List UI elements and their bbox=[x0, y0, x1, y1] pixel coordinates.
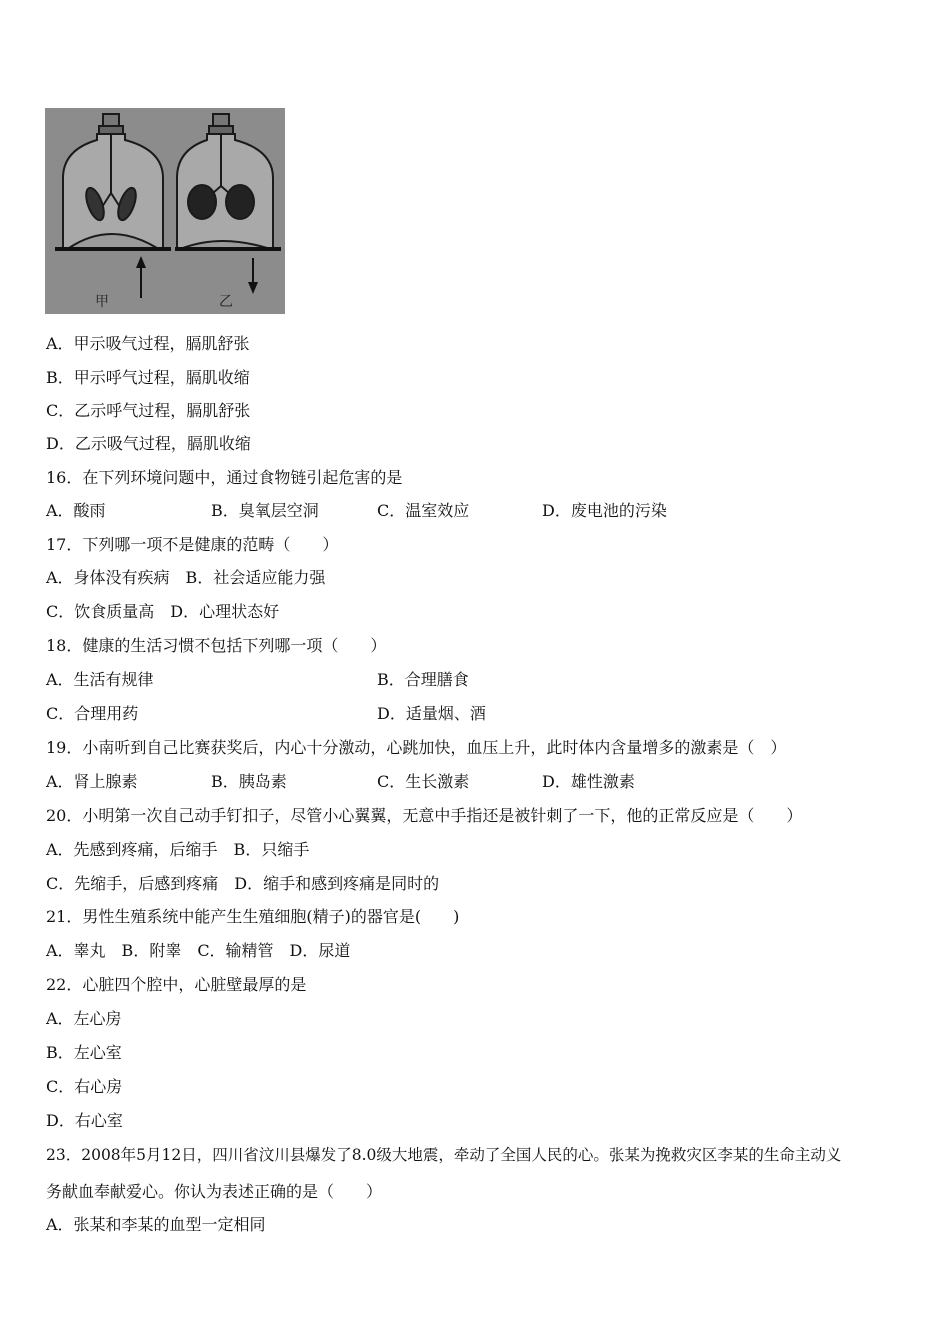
label-jia: 甲 bbox=[95, 294, 109, 310]
q15-option-d: D．乙示吸气过程，膈肌收缩 bbox=[46, 434, 251, 453]
q17-options-line1: A．身体没有疾病 B．社会适应能力强 bbox=[46, 568, 326, 587]
q21-options: A．睾丸 B．附睾 C．输精管 D．尿道 bbox=[46, 941, 351, 960]
q16-option-a: A．酸雨 bbox=[46, 501, 106, 520]
q20-options-line1: A．先感到疼痛，后缩手 B．只缩手 bbox=[46, 840, 310, 859]
bell-jar-diagram bbox=[45, 108, 285, 314]
q16-options bbox=[46, 501, 906, 521]
q19-options bbox=[46, 772, 906, 792]
q19-option-c: C．生长激素 bbox=[377, 772, 470, 791]
q18-option-b: B．合理膳食 bbox=[377, 670, 469, 689]
q19-option-a: A．肾上腺素 bbox=[46, 772, 138, 791]
label-yi: 乙 bbox=[219, 294, 233, 310]
q20-stem: 20．小明第一次自己动手钉扣子，尽管小心翼翼，无意中手指还是被针刺了一下，他的正常反应是（ ） bbox=[46, 806, 803, 825]
q22-option-c: C．右心房 bbox=[46, 1077, 123, 1096]
q22-option-d: D．右心室 bbox=[46, 1111, 123, 1130]
q16-option-b: B．臭氧层空洞 bbox=[211, 501, 319, 520]
q17-options-line2: C．饮食质量高 D．心理状态好 bbox=[46, 602, 280, 621]
q19-option-d: D．雄性激素 bbox=[542, 772, 635, 791]
q15-option-b: B．甲示呼气过程，膈肌收缩 bbox=[46, 368, 250, 387]
q18-option-d: D．适量烟、酒 bbox=[377, 704, 486, 723]
q17-stem: 17．下列哪一项不是健康的范畴（ ） bbox=[46, 535, 339, 554]
q18-options-row2 bbox=[46, 704, 906, 724]
q20-options-line2: C．先缩手，后感到疼痛 D．缩手和感到疼痛是同时的 bbox=[46, 874, 440, 893]
q16-stem: 16．在下列环境问题中，通过食物链引起危害的是 bbox=[46, 468, 403, 487]
q23-option-a: A．张某和李某的血型一定相同 bbox=[46, 1215, 266, 1234]
q18-option-a: A．生活有规律 bbox=[46, 670, 154, 689]
q21-stem: 21．男性生殖系统中能产生生殖细胞(精子)的器官是( ) bbox=[46, 907, 460, 926]
q22-option-b: B．左心室 bbox=[46, 1043, 122, 1062]
q15-option-c: C．乙示呼气过程，膈肌舒张 bbox=[46, 401, 251, 420]
q18-options-row1 bbox=[46, 670, 906, 690]
q23-stem-line2: 务献血奉献爱心。你认为表述正确的是（ ） bbox=[46, 1182, 383, 1201]
q15-option-a: A．甲示吸气过程，膈肌舒张 bbox=[46, 334, 250, 353]
q16-option-c: C．温室效应 bbox=[377, 501, 470, 520]
q22-stem: 22．心脏四个腔中，心脏壁最厚的是 bbox=[46, 975, 307, 994]
q18-stem: 18．健康的生活习惯不包括下列哪一项（ ） bbox=[46, 636, 387, 655]
q18-option-c: C．合理用药 bbox=[46, 704, 139, 723]
q19-option-b: B．胰岛素 bbox=[211, 772, 287, 791]
q22-option-a: A．左心房 bbox=[46, 1009, 122, 1028]
q19-stem: 19．小南听到自己比赛获奖后，内心十分激动，心跳加快，血压上升，此时体内含量增多的激素是（ ） bbox=[46, 738, 787, 757]
q16-option-d: D．废电池的污染 bbox=[542, 501, 667, 520]
q23-stem-line1: 23．2008年5月12日，四川省汶川县爆发了8.0级大地震，牵动了全国人民的心。张某为挽救灾区李某的生命主动义 bbox=[46, 1146, 842, 1164]
